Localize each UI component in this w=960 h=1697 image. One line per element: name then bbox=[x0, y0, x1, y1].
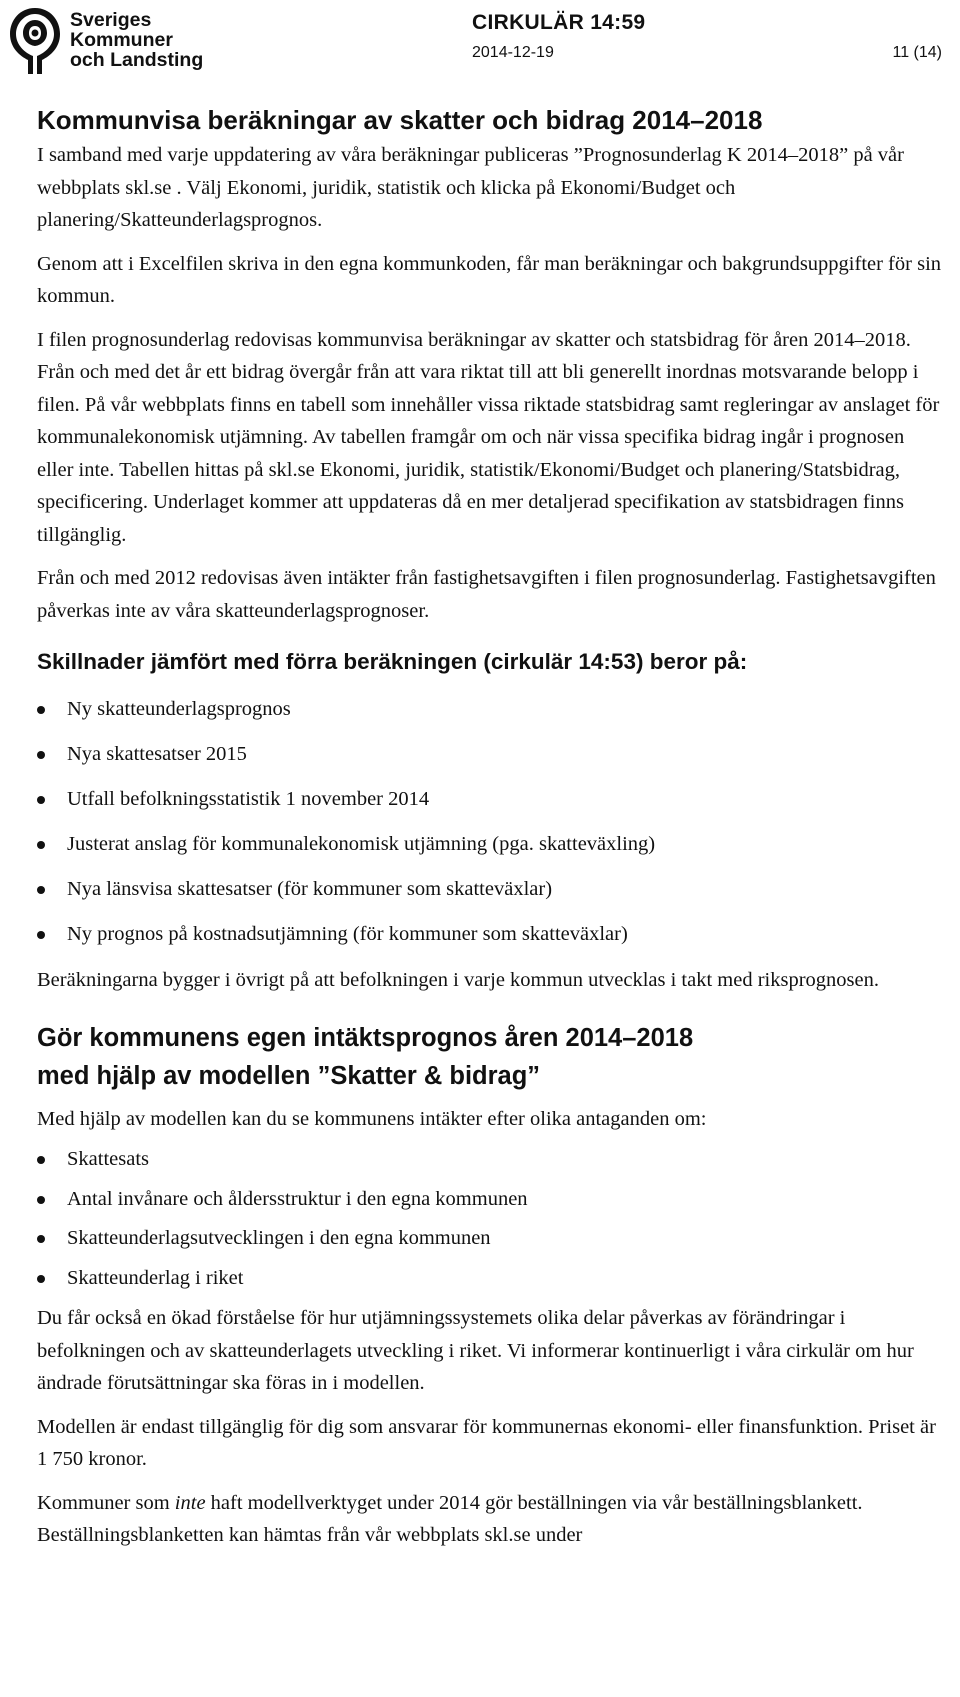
paragraph: Beräkningarna bygger i övrigt på att befolkningen i varje kommun utvecklas i takt med riksprognosen. bbox=[37, 969, 879, 991]
list-item: Utfall befolkningsstatistik 1 november 2014 bbox=[37, 784, 942, 814]
section-heading-skillnader: Skillnader jämfört med förra beräkningen (cirkulär 14:53) beror på: bbox=[37, 649, 748, 674]
changes-list bbox=[37, 694, 942, 949]
list-item: Justerat anslag för kommunalekonomisk utjämning (pga. skatteväxling) bbox=[37, 829, 942, 859]
document-body bbox=[37, 104, 942, 1552]
list-item: Antal invånare och åldersstruktur i den egna kommunen bbox=[37, 1184, 942, 1214]
organization-logo bbox=[6, 4, 204, 78]
logo-wordmark bbox=[70, 10, 203, 70]
list-item: Skatteunderlagsutvecklingen i den egna kommunen bbox=[37, 1223, 942, 1253]
page-number: 11 (14) bbox=[892, 44, 942, 61]
heading-line-2: med hjälp av modellen ”Skatter & bidrag” bbox=[37, 1061, 541, 1090]
paragraph: Från och med 2012 redovisas även intäkter från fastighetsavgiften i filen prognosunderlag. Fastighetsavgiften påverkas inte av våra skatteunderlagsprognoser. bbox=[37, 567, 936, 622]
circular-date: 2014-12-19 bbox=[472, 44, 554, 61]
paragraph: Du får också en ökad förståelse för hur utjämningssystemets olika delar påverkas av förändringar i befolkningen och av skatteunderlagets utveckling i riket. Vi informerar kontinuerligt i våra cirkulär om hur ändrade förutsättningar ska föras in i modellen. bbox=[37, 1307, 914, 1394]
logo-line-2: Kommuner bbox=[70, 29, 173, 51]
list-item: Ny skatteunderlagsprognos bbox=[37, 694, 942, 724]
section-heading-kommunvisa: Kommunvisa beräkningar av skatter och bidrag 2014–2018 bbox=[37, 105, 763, 135]
list-item: Skattesats bbox=[37, 1144, 942, 1174]
paragraph: I filen prognosunderlag redovisas kommunvisa beräkningar av skatter och statsbidrag för åren 2014–2018. Från och med det år ett bidrag övergår från att vara riktat till att bli generellt inordnas motsvarande belopp i filen. På vår webbplats finns en tabell som innehåller vissa riktade statsbidrag samt regleringar av anslaget för kommunalekonomisk utjämning. Av tabellen framgår om och när vissa specifika bidrag ingår i prognosen eller inte. Tabellen hittas på skl.se Ekonomi, juridik, statistik/Ekonomi/Budget och planering/Statsbidrag, specificering. Underlaget kommer att uppdateras då en mer detaljerad specifikation av statsbidragen finns tillgänglig. bbox=[37, 328, 940, 546]
circular-title: CIRKULÄR 14:59 bbox=[472, 11, 646, 34]
skl-emblem-icon bbox=[6, 4, 64, 76]
list-item: Ny prognos på kostnadsutjämning (för kommuner som skatteväxlar) bbox=[37, 919, 942, 949]
logo-line-1: Sveriges bbox=[70, 9, 152, 31]
text-run: haft modellverktyget under 2014 gör beställningen via vår beställningsblankett. Beställningsblanketten kan hämtas från vår webbplats skl.se under bbox=[37, 1491, 863, 1546]
emphasized-text: inte bbox=[174, 1491, 206, 1514]
text-run: Kommuner som bbox=[37, 1491, 175, 1514]
heading-line-1: Gör kommunens egen intäktsprognos åren 2014–2018 bbox=[37, 1023, 694, 1052]
paragraph: I samband med varje uppdatering av våra beräkningar publiceras ”Prognosunderlag K 2014–2018” på vår webbplats skl.se . Välj Ekonomi, juridik, statistik och klicka på Ekonomi/Budget och planering/Skatteunderlagsprognos. bbox=[37, 144, 904, 231]
list-item: Nya länsvisa skattesatser (för kommuner som skatteväxlar) bbox=[37, 874, 942, 904]
paragraph: Med hjälp av modellen kan du se kommunens intäkter efter olika antaganden om: bbox=[37, 1107, 707, 1130]
logo-line-3: och Landsting bbox=[70, 49, 204, 71]
paragraph: Genom att i Excelfilen skriva in den egna kommunkoden, får man beräkningar och bakgrundsuppgifter för sin kommun. bbox=[37, 252, 942, 307]
list-item: Nya skattesatser 2015 bbox=[37, 739, 942, 769]
section-heading-intaktsprognos bbox=[37, 1019, 942, 1095]
list-item: Skatteunderlag i riket bbox=[37, 1263, 942, 1293]
assumptions-list bbox=[37, 1144, 942, 1293]
paragraph bbox=[37, 1487, 942, 1552]
paragraph: Modellen är endast tillgänglig för dig som ansvarar för kommunernas ekonomi- eller finansfunktion. Priset är 1 750 kronor. bbox=[37, 1415, 936, 1470]
